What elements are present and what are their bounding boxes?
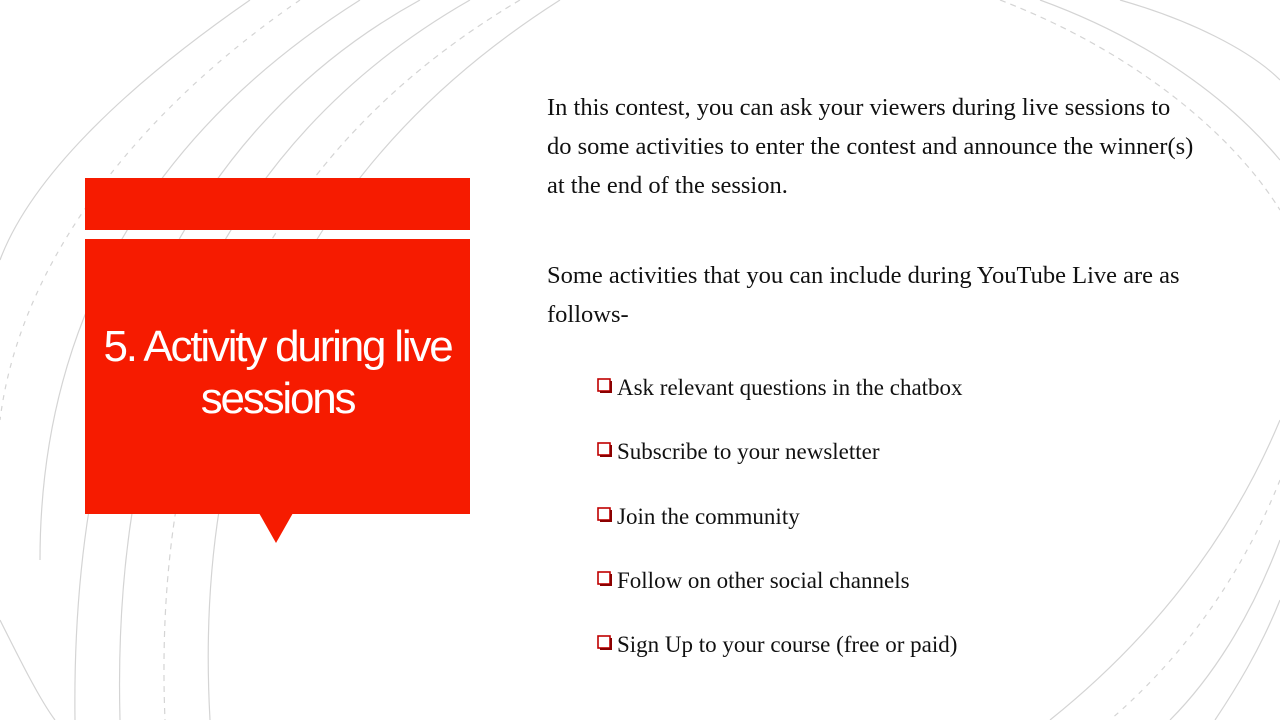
- list-item: [597, 549, 963, 613]
- list-item-label: Sign Up to your course (free or paid): [617, 632, 958, 658]
- activities-paragraph: Some activities that you can include during YouTube Live are as follows-: [547, 262, 1180, 328]
- checkbox-square-icon: [597, 378, 613, 394]
- list-item: [597, 356, 963, 420]
- title-box: [85, 239, 470, 514]
- checkbox-square-icon: [597, 442, 613, 458]
- activity-list: [597, 356, 963, 677]
- list-item: [597, 420, 963, 484]
- list-item-label: Follow on other social channels: [617, 568, 910, 594]
- list-item: [597, 613, 963, 677]
- checkbox-square-icon: [597, 571, 613, 587]
- list-item-label: Subscribe to your newsletter: [617, 439, 880, 465]
- intro-paragraph: In this contest, you can ask your viewers during live sessions to do some activities to enter the contest and announce the winner(s) at the end of the session.: [547, 94, 1194, 199]
- accent-bar: [85, 178, 470, 230]
- title-box-pointer: [259, 513, 293, 543]
- slide-title: 5. Activity during live sessions: [103, 321, 452, 423]
- list-item-label: Join the community: [617, 503, 800, 529]
- checkbox-square-icon: [597, 507, 613, 523]
- list-item: [597, 485, 963, 549]
- list-item-label: Ask relevant questions in the chatbox: [617, 375, 963, 401]
- checkbox-square-icon: [597, 635, 613, 651]
